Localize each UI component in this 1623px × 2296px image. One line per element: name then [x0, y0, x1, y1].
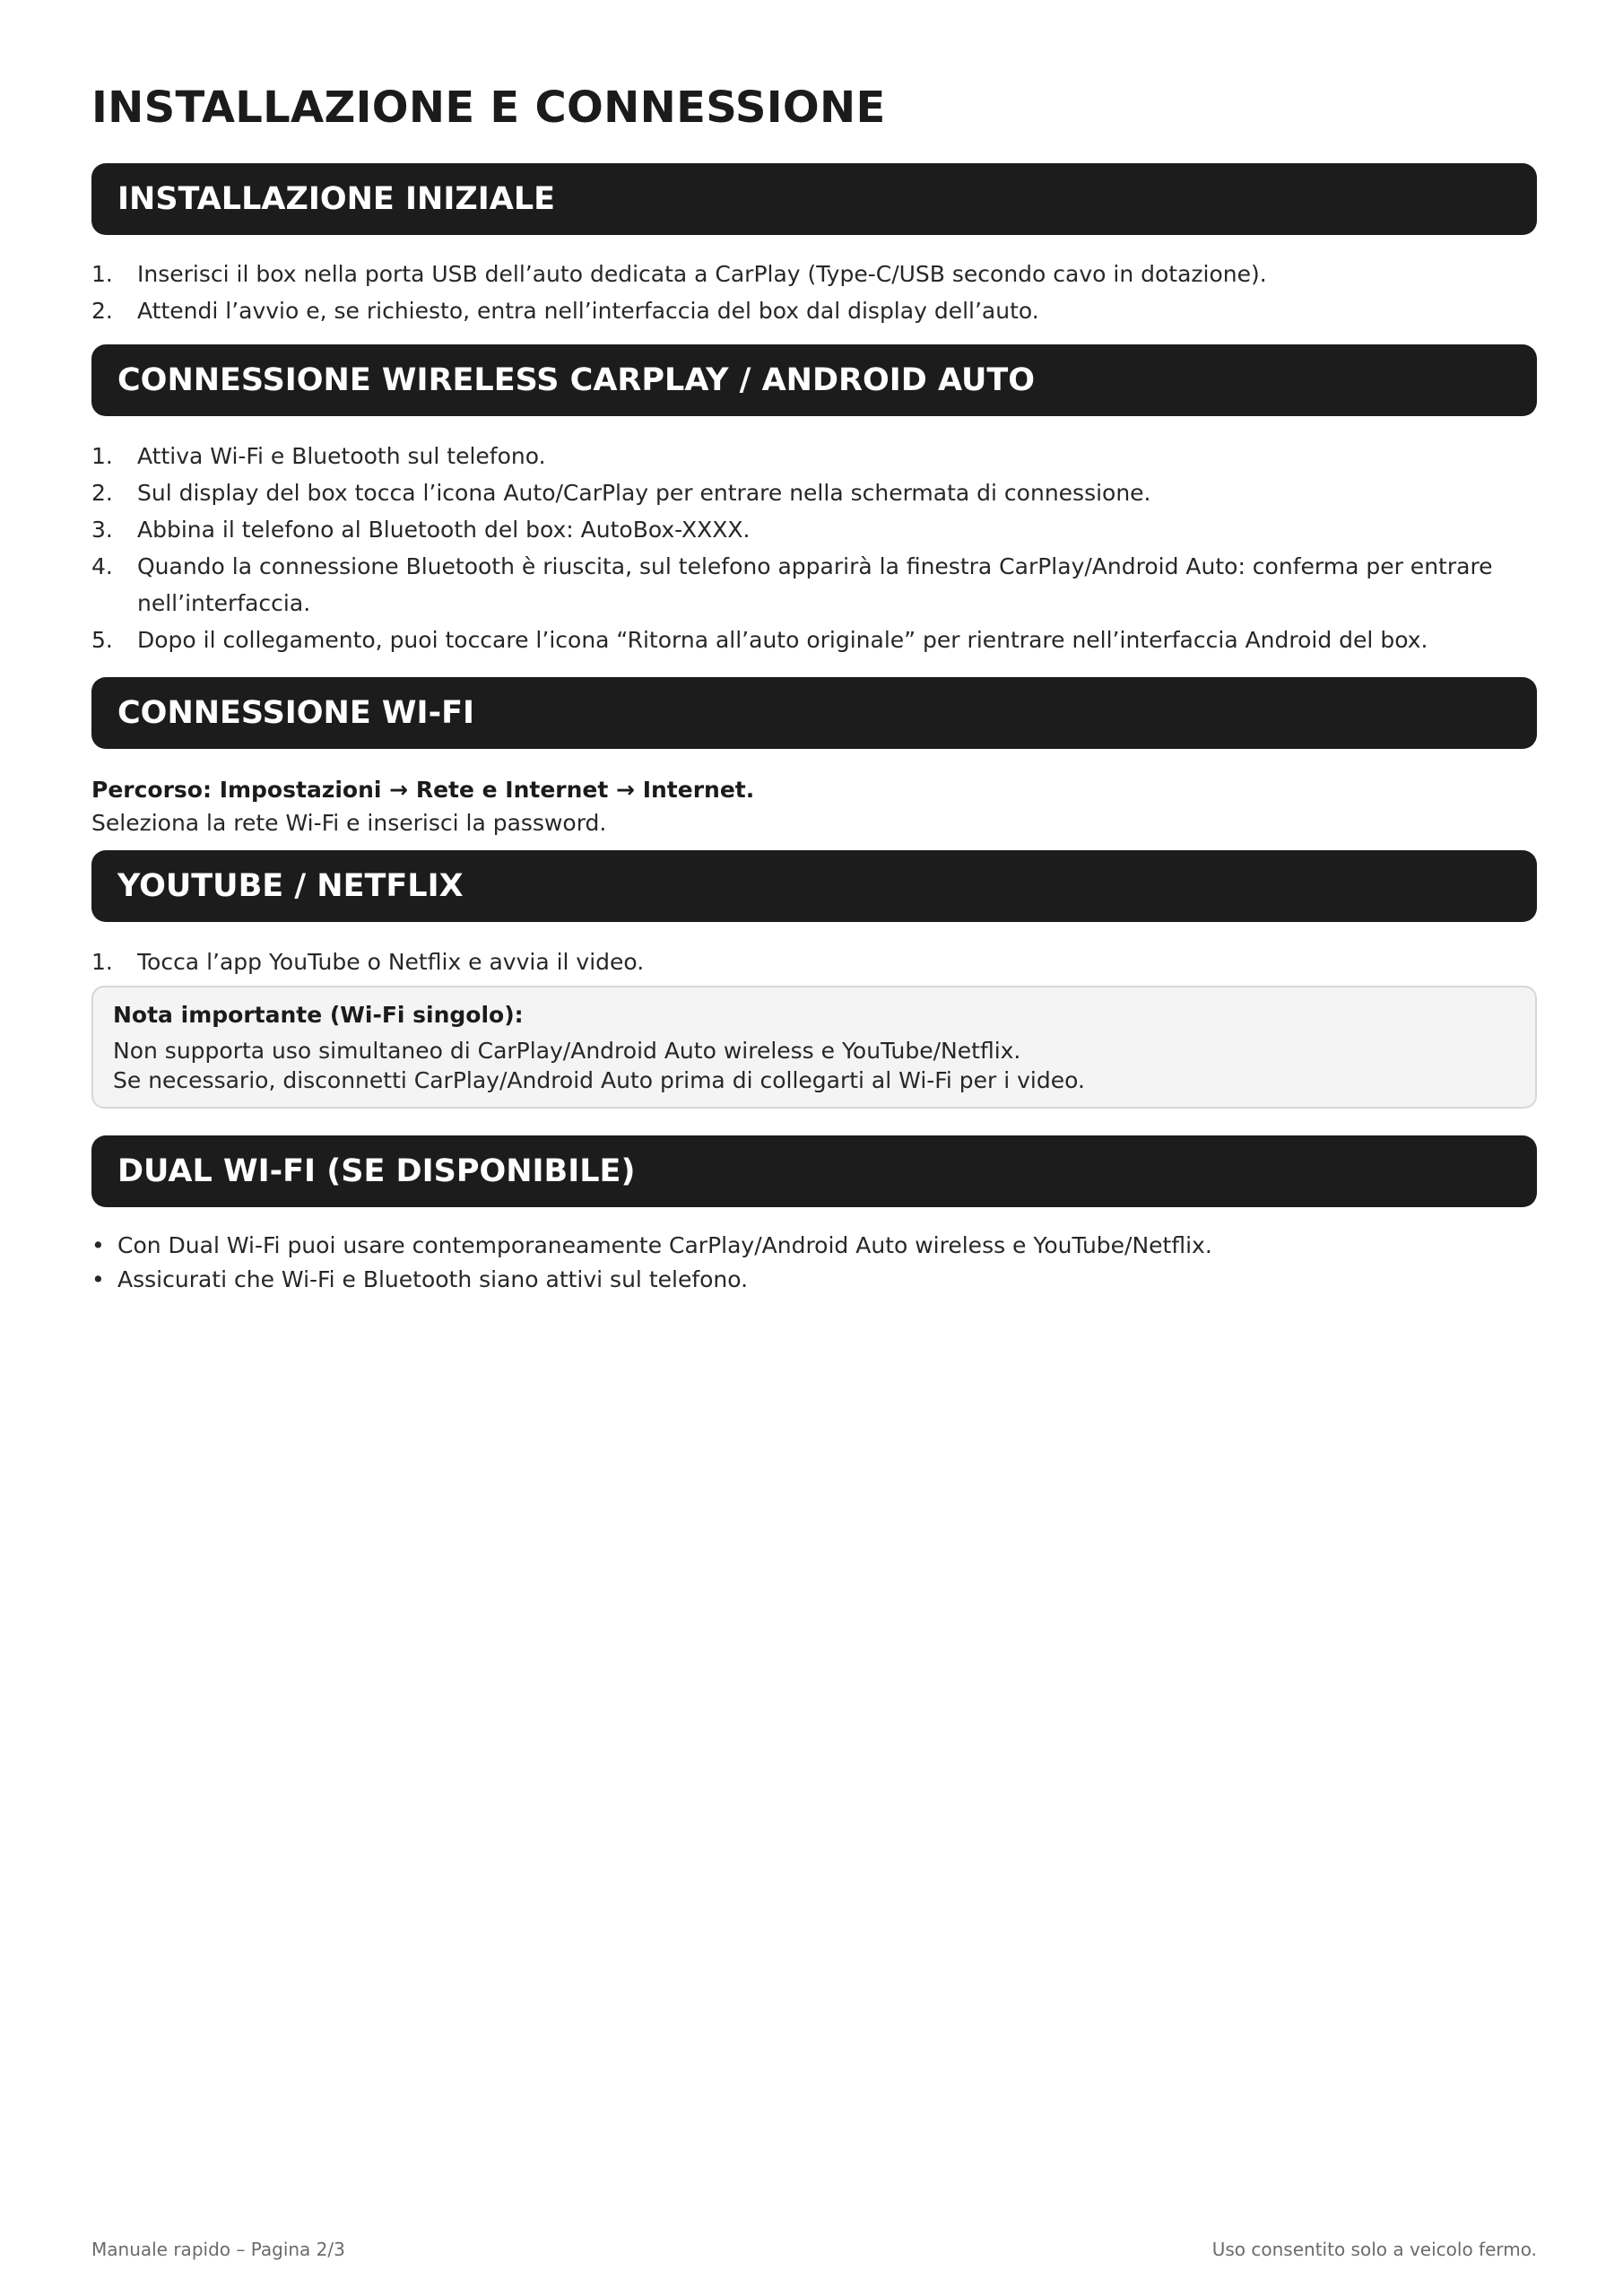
step-text: Abbina il telefono al Bluetooth del box: AutoBox-XXXX.: [137, 517, 751, 543]
list-item: [91, 944, 1537, 980]
list-item: [91, 511, 1537, 548]
section-header-installazione: [91, 163, 1537, 235]
bullet-text: Con Dual Wi-Fi puoi usare contemporaneamente CarPlay/Android Auto wireless e YouTube/Netflix.: [117, 1232, 1212, 1258]
list-item: [91, 292, 1537, 329]
section-title: CONNESSIONE WI-FI: [117, 694, 475, 731]
bullet: •: [91, 1232, 105, 1258]
note-line: Se necessario, disconnetti CarPlay/Android Auto prima di collegarti al Wi-Fi per i video.: [113, 1067, 1085, 1093]
wifi-instruction: Seleziona la rete Wi-Fi e inserisci la password.: [91, 810, 607, 836]
list-item: [91, 622, 1537, 658]
page-title: INSTALLAZIONE E CONNESSIONE: [91, 83, 886, 133]
step-text: Attiva Wi-Fi e Bluetooth sul telefono.: [137, 443, 546, 469]
section-header-wifi: [91, 677, 1537, 749]
step-text: Sul display del box tocca l’icona Auto/CarPlay per entrare nella schermata di connessione.: [137, 480, 1151, 506]
dual-wifi-bullet-list: [91, 1229, 1537, 1297]
list-item: [91, 438, 1537, 474]
bullet: •: [91, 1266, 105, 1292]
wireless-steps-list: [91, 438, 1537, 658]
footer-disclaimer: Uso consentito solo a veicolo fermo.: [1211, 2239, 1537, 2260]
step-number: 2.: [91, 480, 113, 506]
list-item: [91, 256, 1537, 292]
section-header-wireless: [91, 344, 1537, 416]
step-number: 1.: [91, 949, 113, 975]
section-title: CONNESSIONE WIRELESS CARPLAY / ANDROID AUTO: [117, 361, 1036, 398]
step-text: Inserisci il box nella porta USB dell’auto dedicata a CarPlay (Type-C/USB secondo cavo in dotazione).: [137, 261, 1267, 287]
note-line: Non supporta uso simultaneo di CarPlay/Android Auto wireless e YouTube/Netflix.: [113, 1038, 1021, 1064]
step-text: Tocca l’app YouTube o Netflix e avvia il video.: [137, 949, 645, 975]
section-header-youtube-netflix: [91, 850, 1537, 922]
section-title: INSTALLAZIONE INIZIALE: [117, 180, 556, 217]
step-text: Attendi l’avvio e, se richiesto, entra nell’interfaccia del box dal display dell’auto.: [137, 298, 1039, 324]
settings-path: Percorso: Impostazioni → Rete e Internet → Internet.: [91, 777, 755, 803]
install-steps-list: [91, 256, 1537, 329]
step-text: Quando la connessione Bluetooth è riuscita, sul telefono apparirà la finestra CarPlay/Android Auto: conferma per entrare nell’interfaccia.: [137, 553, 1493, 616]
list-item: [91, 1229, 1537, 1263]
step-text: Dopo il collegamento, puoi toccare l’icona “Ritorna all’auto originale” per rientrare nell’interfaccia Android del box.: [137, 627, 1428, 653]
note-title: Nota importante (Wi-Fi singolo):: [113, 1002, 524, 1028]
step-number: 5.: [91, 627, 113, 653]
step-number: 1.: [91, 261, 113, 287]
important-note-box: [91, 986, 1537, 1109]
section-title: DUAL WI-FI (SE DISPONIBILE): [117, 1152, 636, 1189]
footer-page-label: Manuale rapido – Pagina 2/3: [91, 2239, 345, 2260]
section-title: YOUTUBE / NETFLIX: [117, 867, 464, 904]
youtube-steps-list: [91, 944, 1537, 980]
section-header-dual-wifi: [91, 1135, 1537, 1207]
list-item: [91, 474, 1537, 511]
step-number: 2.: [91, 298, 113, 324]
bullet-text: Assicurati che Wi-Fi e Bluetooth siano attivi sul telefono.: [117, 1266, 749, 1292]
list-item: [91, 1263, 1537, 1297]
step-number: 4.: [91, 553, 113, 579]
step-number: 3.: [91, 517, 113, 543]
step-number: 1.: [91, 443, 113, 469]
list-item: [91, 548, 1537, 622]
